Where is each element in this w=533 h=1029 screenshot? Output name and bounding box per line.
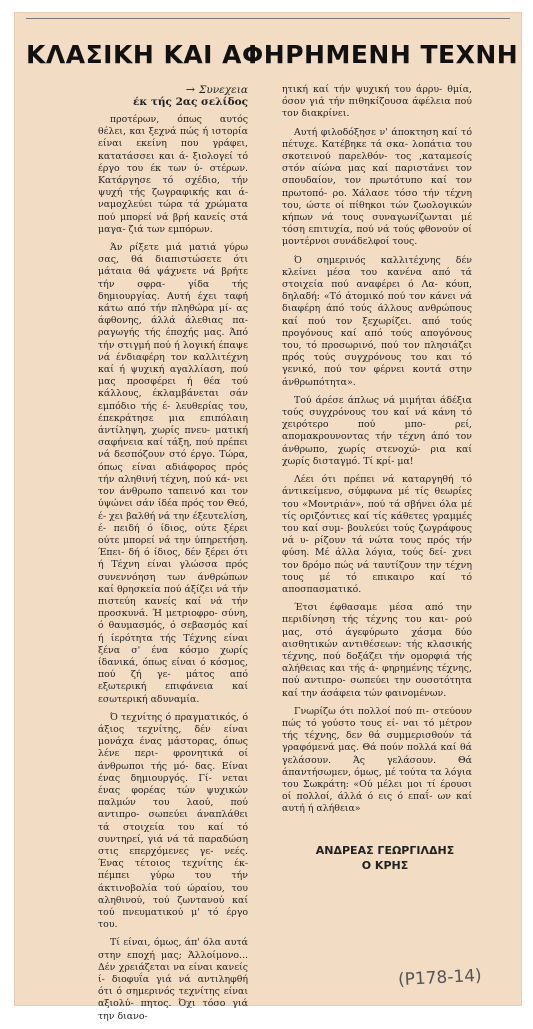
- paragraph: προτέρων, όπως αυτός θέλει, και ξεχνά πώς ή ιστορία είναι εκείνη που γράφει, κατατάσσει και ά- ξιολογεί τό έργο του έκ των ύ- στέρων. Κατάργησε τό σχέδιο, τήν ψυχή τής ζωγραφικής και ά- ναμοχλεύει τώρα τά χρώματα πού μπορεί νά βρή κανείς στά μαγα- ζιά των εμπόρων.: [98, 114, 248, 235]
- paragraph: Τού άρέσε άπλως νά μιμήται άδέξια τούς συγχρόνους του καί νά κάνη τό χειρότερο πού μπο- ρεί, απομακρουνοντας τήν τέχνη άπό τον άνθρωπο, χωρίς στενοχώ- ρια καί χωρίς δισταγμό. Τί κρί- μα!: [282, 394, 472, 467]
- arrow-icon: →: [185, 83, 195, 96]
- right-column: [282, 84, 472, 822]
- continued-label: Συνεχεια: [198, 84, 248, 96]
- paragraph: Ό τεχνίτης ό πραγματικός, ό άξιος τεχνίτης, δέν είναι μονάχα ένας μάστορας, όπως λένε περι- φρονητικά οί άνθρωποι τής μό- δας. Είναι ένας δημιουργός. Γί- νεται ένας φορέας τών ψυχικών παλμών του λαού, πού αντιπρο- σωπεύει άναπλάθει τά στοιχεία του καί τό συντηρεί, γιά νά τά παραδώση στις επερχόμενες γε- νεές. Ένας τέτοιος τεχνίτης έκ- πέμπει γύρω του τήν άκτινοβολία τού ώραίου, του αληθινού, τού ζωντανού καί τού πνευματικού μ' τό έργο του.: [98, 711, 248, 931]
- continued-from-note: [98, 84, 248, 108]
- paragraph: Γνωρίζω ότι πολλοί πού πι- στεύουν πώς τό γούστο τους εί- ναι τό μέτρον τής τέχνης, δεν θά συμμερισθούν τά γραφόμενά μας. Θά πούν πολλά καί θά γελάσουν. Άς γελάσουν. Θά άπαντήσωμεν, όμως, μέ τούτα τα λόγια του Σωκράτη: «Ού μέλει μοι τί έρουσι οί πολλοί, άλλά ό εις ό επαΐ- ων καί αυτή ή αλήθεια»: [282, 705, 472, 815]
- top-rule: [26, 18, 510, 19]
- paragraph: Ό σημερινός καλλιτέχνης δέν κλείνει μέσα του κανένα από τά στοιχεία πού αναφέρει ό Λα- κόυπ, δηλαδή: «Τό άτομικό πού τον κάνει νά διαφέρη άπό τούς άλλους ανθρώπους καί πού τον ξεχωρίζει. από τούς προγόνους καί από τούς απογόνους του, τό προσωρινό, πού τον πλησιάζει πρός τούς συγχρόνους του και τό γενικό, πού τον φέρνει κοντά στην άνθρωπότητα».: [282, 254, 472, 388]
- author-name: ΑΝΔΡΕΑΣ ΓΕΩΡΓΙΛΔΗΣ: [315, 844, 455, 857]
- author-signature: [300, 843, 470, 873]
- paragraph: Λέει ότι πρέπει νά καταργηθή τό άντικείμενο, σύμφωνα μέ τίς θεωρίες του «Μοντριάν», πού τά σβήνει όλα μέ τίς οριζόντιες καί τίς κάθετες γραμμές του καί συμ- βουλεύει τούς ζωγράφους νά υ- ρίζουν τά νώτα τους πρός τήν φύση. Μέ άλλα λόγια, τούς δεί- χνει τον δρόμο πώς νά ταυτίζουν την τέχνη τους μέ τό επικαιρο καί τό αποσπασματικό.: [282, 474, 472, 595]
- left-column: [98, 84, 248, 1029]
- paragraph: Τί είναι, όμως, άπ' όλα αυτά στην εποχή μας; Άλλοίμονο... Δέν χρειάζεται να είναι κανείς ί- διοφυΐα γιά νά αντιληφθή ότι ό σημερινός τεχνίτης είναι αξιολύ- πητος. Όχι τόσο γιά την διανο-: [98, 937, 248, 1022]
- article-headline: ΚΛΑΣΙΚΗ ΚΑΙ ΑΦΗΡΗΜΕΝΗ ΤΕΧΝΗ: [26, 40, 519, 69]
- author-epithet: Ο ΚΡΗΣ: [361, 859, 409, 872]
- continued-source: έκ τής 2ας σελίδος: [132, 96, 248, 108]
- archive-reference-mark: (Ρ178-14): [397, 965, 483, 991]
- paragraph: Αυτή φιλοδόξησε ν' άποκτηση καί τό πέτυχε. Κατέβηκε τά σκα- λοπάτια του σκοτεινού παρελθόν- τος ,καταμεσίς στόν αίώνα μας καί παριστάνει τον σπουδαίον, τον πρωτότυπο καί τον πρωτοπό- ρο. Χάλασε τόσο τήν τέχνη του, ώστε οί πίθηκοι τών ζωολογικών κήπων νά τους συναγωνίζωνται μέ τόση επιτυχία, πού νά τούς φθονούν οί μοντέρνοι συνάδελφοί τους.: [282, 126, 472, 248]
- paragraph: Έτσι έφθασαμε μέσα από την περιδίνηση τής τέχνης του και- ρού μας, στό άγεφύρωτο χάσμα δύο αισθητικών αντιθέσεων: τής κλασικής τέχνης, πού δοξάζει τήν ομορφιά τής αλήθειας και τής ά- φηρημένης τέχνης, πού αντιπρο- σωπεύει την ουσοτότητα καί την άσάφεια τών φαινομένων.: [282, 602, 472, 699]
- paragraph: Άν ρίξετε μιά ματιά γύρω σας, θά διαπιστώσετε ότι μάταια θά ψάχνετε νά βρήτε τήν σφρα- γίδα τής δημιουργίας. Αυτή έχει ταφή κάτω από τήν πληθώρα μί- ας άφθονης, άλλά άλεθιας πα- ραγωγής τής έποχής μας. Άπό τήν στιγμή πού ή λογική έπαψε νά ένδιαφέρη τον καλλιτέχνη καί ή ψυχική αγαλλίαση, πού μας προσφέρει ή θέα τού κάλλους, έκλαμβάνεται σάν εμπόδιο τής έ- λευθερίας του, έπεκράτησε μια επιπόλαιη άντίληψη, χωρίς πνευ- ματική σαφήνεια καί τάξη, πού πρέπει νά δεσπόζουν στό έργο. Τώρα, όπως είναι αδιάφορος πρός τήν αληθινή τέχνη, πού κά- νει τον άνθρωπο ταπεινό και τον ύψώνει σάν ίδέα πρός τον Θεό, έ- χει βαλθή νά την έξευτελίση, έ- πειδή ό ίδιος, ούτε ξέρει ούτε μπορεί νά την ύπηρετήση. Έπει- δή ό ίδιος, δέν ξέρει ότι ή Τέχνη είναι γλώσσα πρός συνεννόηση των άνθρώπων καί θρησκεία πού άξίζει νά τήν πιστεύη κανείς καί νά τήν προσκυνά. Ή μετριοφρο- σύνη, ό θαυμασμός, ό σεβασμός καί ή ίερότητα τής Τέχνης είναι ξένα σ' ένα κόσμο χωρίς ίδανικά, όπως είναι ό κόσμος, πού ζή γε- μάτος από εξωτερική επιφάνεια καί εσωτερική αδυναμία.: [98, 242, 248, 705]
- paragraph: ητική καί τήν ψυχική του άρρυ- θμία, όσον γιά τήν πιθηκίζουσα άφέλεια πού τον διακρίνει.: [282, 84, 472, 120]
